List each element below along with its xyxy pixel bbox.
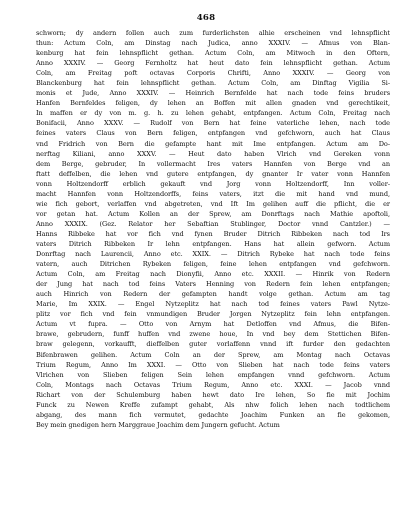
page-number: 468: [196, 13, 216, 23]
text-line: macht Hannfen vonn Holtzendorffs, feins vaters, itzt die mit hand vnd mund,: [36, 189, 390, 198]
text-line: plitz vor fich vnd fein vnmundigen Bruder Jorgen Nytzeplitz fein lehn entpfangen.: [36, 310, 390, 319]
text-line: dem Berge, gebruder, In vollermacht Ires vaters Hannfen von Berge vnd an: [36, 159, 390, 168]
text-line: Donrftag nach Laurencii, Anno etc. XXIX. — Ditrich Rybeke hat nach tode feins: [36, 250, 390, 259]
text-line: Actum vt fupra. — Otto von Arnym hat Detloffen vnd Afmus, die Bifen-: [36, 320, 390, 329]
text-line: auch Hinrich von Redern der gefampten handt volge gethan. Actum am tag: [36, 290, 390, 299]
text-line: kenburg hat fein lehnspflicht gethan. Actum Coln, am Mitwoch in den Oftern,: [36, 49, 390, 58]
text-line: nerftag Kiliani, anno XXXV. — Heut dato haben Vlrich vnd Gereken vonn: [36, 149, 390, 158]
text-line: Funck zu Newen Kreffe zufampt gehabt, Als nhw folich lehen nach todtlichem: [36, 400, 390, 409]
text-line: Bonifacii, Anno XXXV. — Rudolf von Bern hat feine vaterliche lehen, nach tode: [36, 119, 390, 128]
text-line: monis et Jude, Anno XXXIV. — Heinrich Bernfelde hat nach tode feins bruders: [36, 89, 390, 98]
text-line: Coln, Montags nach Octavas Trium Regum, Anno etc. XXXI. — Jacob vnnd: [36, 380, 390, 389]
text-line: brawe, gebrudern, funff huffen vnd zwene houe, In vnd bey dem Stettichen Bifen-: [36, 330, 390, 339]
text-line: vor getan hat. Actum Kollen an der Sprew, am Donrftags nach Mathie apoftoli,: [36, 209, 390, 218]
text-line: Hanns Ribbeke hat vor fich vnd fynen Bruder Ditrich Ribbeken nach tod Irs: [36, 229, 390, 238]
text-line: vnd Fridrich von Bern die gefampte hant mit Ime entpfangen. Actum am Do-: [36, 139, 390, 148]
text-line: wie fich gebort, verlaffen vnd abgetreten, vnd Ift Im gelihen auff die pflicht, die er: [36, 199, 390, 208]
text-line: braw gelegenn, vorkaufft, dieffelben guter vorlaffenn vnnd ift furder den gedachten: [36, 340, 390, 349]
text-line: abgang, des mann fich vermutet, gedachte Joachim Funken an fie gekomen,: [36, 410, 390, 419]
text-line: ftatt deffelben, die lehen vnd gutere entpfangen, dy gnanter Ir vater vonn Hannfen: [36, 169, 390, 178]
text-line: Trium Regum, Anno Im XXXI. — Otto von Slieben hat nach tode feins vaters: [36, 360, 390, 369]
text-line: feines vaters Claus von Bern feligen, entpfangen vnd gefchworn, auch hat Claus: [36, 129, 390, 138]
text-line: In maffen er dy von m. g. h. zu lehen gehabt, entpfangen. Actum Coln, Freitag nach: [36, 109, 390, 118]
text-line: thun: Actum Coln, am Dinstag nach Judica, anno XXXIV. — Afmus von Blan-: [36, 39, 390, 48]
text-line: der Jung hat nach tod feins Vaters Henning von Redern fein lehen entpfangen;: [36, 280, 390, 289]
text-line: Anno XXXIX. (Gez. Relator her Sebaftian Stublinger, Doctor vnnd Cantzler.) —: [36, 219, 390, 228]
body-text: [36, 28, 390, 430]
text-line: Anno XXXIV. — Georg Fernholtz hat heut dato fein lehnspflicht gethan. Actum: [36, 59, 390, 68]
text-line: vaters Ditrich Ribbeken Ir lehn entpfangen. Hans hat allein gefworn. Actum: [36, 239, 390, 248]
text-line: Coln, am Freitag poft octavas Corporis Chrifti, Anno XXXIV. — Georg von: [36, 69, 390, 78]
text-line: vonn Holtzendorff erblich gekauft vnd Jorg vonn Holtzendorff, Inn voller-: [36, 179, 390, 188]
text-line: Hanfen Bernfeldes feligen, dy lehen an Boffen mit allen gnaden vnd gerechtikeit,: [36, 99, 390, 108]
text-line: Bey mein gnedigen hern Marggraue Joachim dem Jungern gefucht. Actum: [36, 420, 280, 429]
text-line: Actum Coln, am Freitag nach Dionyfii, Anno etc. XXXII. — Hinrik von Redern: [36, 270, 390, 279]
text-line: Marie, Im XXIX. — Engel Nytzeplitz hat nach tod feines vaters Pawl Nytze-: [36, 300, 390, 309]
text-line: schworn; dy andern follen auch zum furderlichsten alhie erscheinen vnd lehnspflicht: [36, 29, 390, 37]
text-line: Richart von der Schulemburg haben hewt dato Ire lehen, So fie mit Jochim: [36, 390, 390, 399]
text-line: vatern, auch Ditrichen Rybeken feligen, feine lehen entpfangen vnd gefchworn.: [36, 260, 390, 269]
text-line: Bifenbrawen gelihen. Actum Coln an der Sprew, am Montag nach Octavas: [36, 350, 390, 359]
text-line: Blanckenburg hat fein lehnspflicht gethan. Actum Coln, am Dinftag Vigilia Si-: [36, 79, 390, 88]
text-line: Vlrichen von Slieben feligen Sein lehen empfangen vnnd gefchworn. Actum: [36, 370, 390, 379]
